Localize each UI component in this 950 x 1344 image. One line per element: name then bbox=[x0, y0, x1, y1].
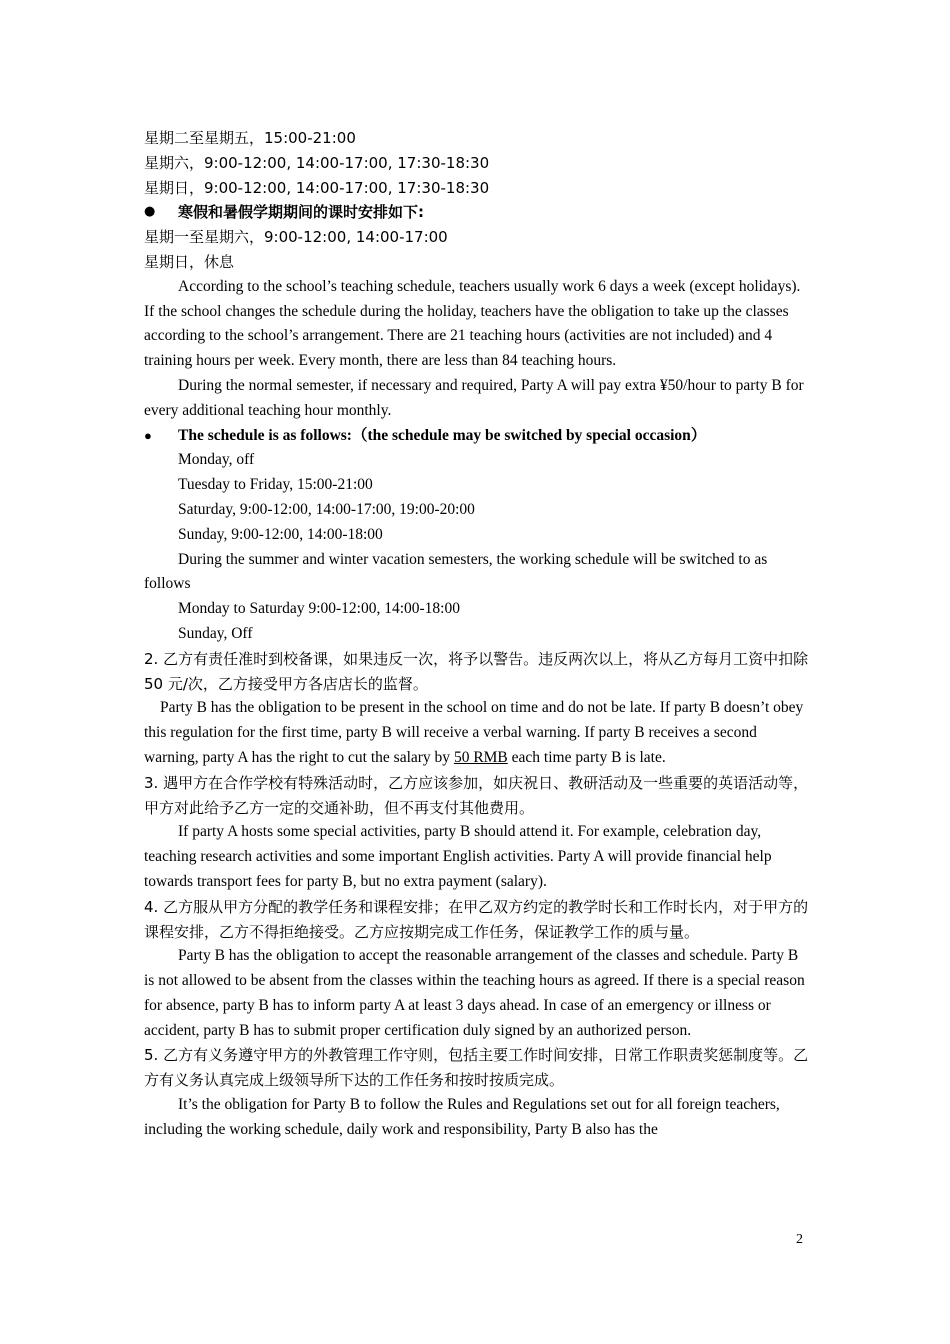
schedule-heading-en bbox=[144, 424, 810, 449]
vacation-intro-paragraph: During the summer and winter vacation semesters, the working schedule will be switched to as follows bbox=[144, 550, 768, 593]
clause-4-cn: 4. 乙方服从甲方分配的教学任务和课程安排；在甲乙双方约定的教学时长和工作时长内，对于甲方的课程安排，乙方不得拒绝接受。乙方应按期完成工作任务，保证教学工作的质与量。 bbox=[144, 897, 809, 941]
clause-2-cn: 2. 乙方有责任准时到校备课，如果违反一次，将予以警告。违反两次以上，将从乙方每月工资中扣除 50 元/次，乙方接受甲方各店店长的监督。 bbox=[144, 649, 809, 693]
schedule-cn-line: 星期二至星期五，15:00-21:00 bbox=[144, 129, 356, 147]
clause-2-en-text-end: each time party B is late. bbox=[507, 748, 666, 766]
schedule-en-line: Monday, off bbox=[178, 451, 255, 469]
vacation-cn-line: 星期日，休息 bbox=[144, 252, 235, 271]
schedule-cn-line: 星期六，9:00-12:00, 14:00-17:00, 17:30-18:30 bbox=[144, 153, 490, 172]
clause-4-en: Party B has the obligation to accept the reasonable arrangement of the classes and schedule. Party B is not allowed to be absent from the classes within the teaching hours as agreed. If there is a special reason for absence, party B has to inform party A at least 3 days ahead. In case of an emergency or illness or accident, party B has to submit proper certification duly signed by an authorized person. bbox=[144, 947, 805, 1039]
clause-3-cn: 3. 遇甲方在合作学校有特殊活动时，乙方应该参加，如庆祝日、教研活动及一些重要的英语活动等，甲方对此给予乙方一定的交通补助，但不再支付其他费用。 bbox=[144, 773, 809, 817]
clause-5-en: It’s the obligation for Party B to follow the Rules and Regulations set out for all foreign teachers, including the working schedule, daily work and responsibility, Party B also has the bbox=[144, 1096, 780, 1138]
vacation-cn-line: 星期一至星期六，9:00-12:00, 14:00-17:00 bbox=[144, 228, 448, 247]
bullet-icon: ● bbox=[144, 204, 156, 220]
vacation-heading-cn bbox=[144, 200, 810, 225]
vacation-en-line: Monday to Saturday 9:00-12:00, 14:00-18:00 bbox=[178, 600, 460, 618]
schedule-cn-line: 星期日，9:00-12:00, 14:00-17:00, 17:30-18:30 bbox=[144, 178, 490, 197]
document-page bbox=[144, 126, 810, 1143]
schedule-heading-text: The schedule is as follows:（the schedule may be switched by special occasion） bbox=[178, 426, 707, 444]
clause-2-en-text: Party B has the obligation to be present in the school on time and do not be late. If party B doesn’t obey this regulation for the first time, party B will receive a verbal warning. If party B receives a second warning, party A has the right to cut the salary by bbox=[144, 699, 804, 766]
vacation-heading-text: 寒假和暑假学期期间的课时安排如下: bbox=[178, 203, 425, 222]
schedule-en-line: Tuesday to Friday, 15:00-21:00 bbox=[178, 476, 373, 494]
extra-pay-paragraph: During the normal semester, if necessary and required, Party A will pay extra ¥50/hour to party B for every additional teaching hour monthly. bbox=[144, 376, 804, 419]
schedule-en-line: Saturday, 9:00-12:00, 14:00-17:00, 19:00-20:00 bbox=[178, 500, 475, 518]
schedule-en-line: Sunday, 9:00-12:00, 14:00-18:00 bbox=[178, 525, 383, 543]
penalty-amount: 50 RMB bbox=[453, 748, 508, 766]
page-number: 2 bbox=[796, 1232, 803, 1247]
teaching-hours-paragraph: According to the school’s teaching schedule, teachers usually work 6 days a week (except holidays). If the school changes the schedule during the holiday, teachers have the obligation to take up the classes according to the school’s arrangement. There are 21 teaching hours (activities are not included) and 4 training hours per week. Every month, there are less than 84 teaching hours. bbox=[144, 277, 801, 370]
clause-3-en: If party A hosts some special activities, party B should attend it. For example, celebration day, teaching research activities and some important English activities. Party A will provide financial help towards transport fees for party B, but no extra payment (salary). bbox=[144, 823, 772, 890]
bullet-icon: ● bbox=[144, 427, 152, 443]
vacation-en-line: Sunday, Off bbox=[178, 624, 253, 642]
clause-2-en bbox=[144, 696, 810, 770]
clause-5-cn: 5. 乙方有义务遵守甲方的外教管理工作守则，包括主要工作时间安排，日常工作职责奖惩制度等。乙方有义务认真完成上级领导所下达的工作任务和按时按质完成。 bbox=[144, 1046, 809, 1090]
